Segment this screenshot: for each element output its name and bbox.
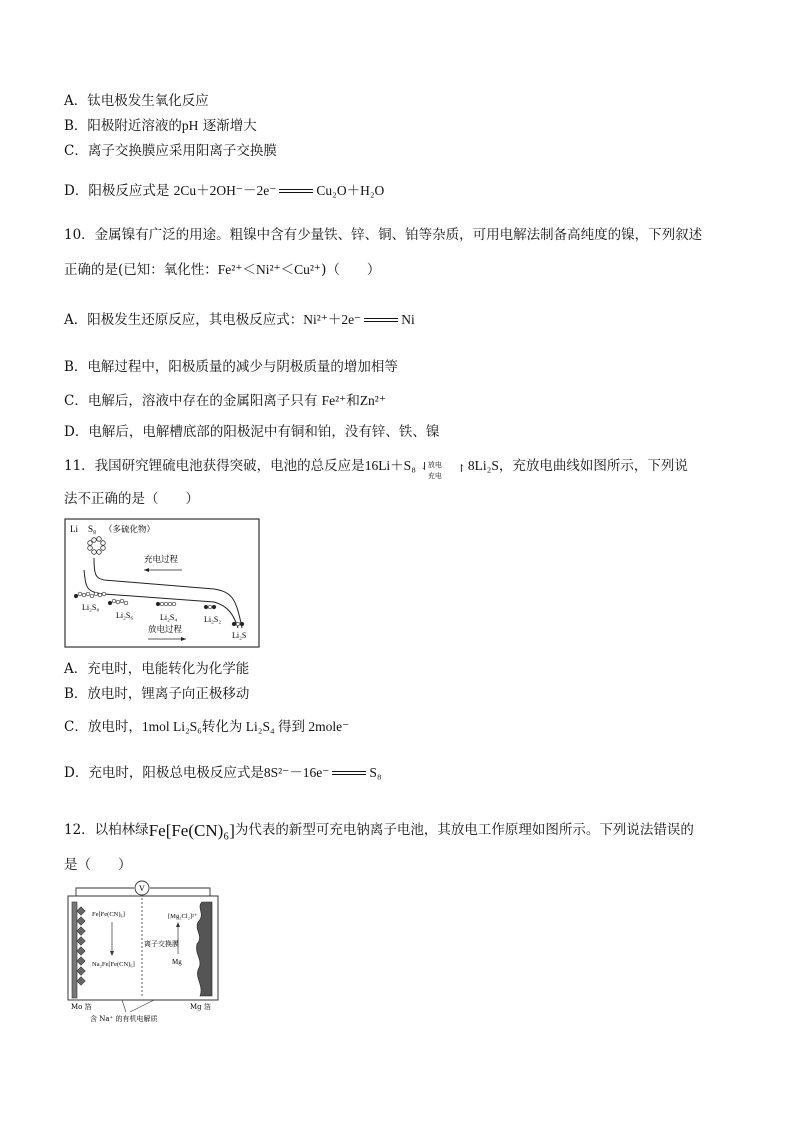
- q9-option-b-ph: pH: [181, 118, 199, 133]
- q9-option-d: [64, 182, 384, 200]
- q9-option-b-pre: B．阳极附近溶液的: [64, 118, 182, 134]
- q10-option-c: [64, 392, 386, 410]
- q11-stem-line2: 法不正确的是（ ）: [64, 491, 199, 507]
- q12-stem-formula: Fe[Fe(CN)₆]: [148, 821, 235, 840]
- q10-stem-line2: [64, 261, 380, 279]
- q10-stem-post: )（ ）: [321, 262, 381, 278]
- fig12-left-top: Fe[Fe(CN)₆]: [92, 911, 125, 918]
- q11-option-d-eq-rhs: S₈: [369, 765, 382, 780]
- fig12-right-foil: Mg 箔: [190, 1003, 211, 1011]
- fig11-species-s2: Li₂S₂: [204, 615, 222, 624]
- q11-option-c-pre: C．放电时，: [64, 719, 142, 735]
- q10-option-b: B．电解过程中，阳极质量的减少与阴极质量的增加相等: [64, 359, 398, 375]
- mo-foil-icon: [72, 902, 77, 998]
- fig12-right-bottom: Mg: [172, 958, 182, 966]
- q11-option-c-val: 1mol Li₂S₆转化为 Li₂S₄ 得到 2mole⁻: [141, 719, 350, 734]
- q12-stem-pre: 12．以柏林绿: [64, 822, 149, 838]
- fig11-species-s1: Li₂S: [232, 631, 247, 640]
- q11-option-d: [64, 764, 382, 782]
- fig11-discharge-label: 放电过程: [148, 625, 183, 635]
- q10-stem-ineq: Fe²⁺＜Ni²⁺＜Cu²⁺: [217, 262, 322, 277]
- q10-option-c-mid: 和: [346, 393, 360, 409]
- q10-stem-line1: 10．金属镍有广泛的用途。粗镍中含有少量铁、锌、铜、铂等杂质，可用电解法制备高纯度的镍，下列叙述: [64, 227, 703, 243]
- q9-option-c: C．离子交换膜应采用阳离子交换膜: [64, 143, 277, 159]
- q9-option-d-eq-lhs: 2Cu＋2OH⁻－2e⁻: [173, 183, 277, 198]
- arrow-bottom-label: 充电: [427, 471, 442, 480]
- q11-stem-rhs: 8Li₂S: [467, 458, 499, 473]
- reversible-arrow-icon: ⇃ 放电 充电 ↾: [416, 458, 468, 476]
- fig11-species-s4: Li₂S₄: [160, 613, 178, 622]
- fig11-species-s6: Li₂S₆: [116, 611, 134, 620]
- q11-stem-post: ，充放电曲线如图所示，下列说: [498, 458, 688, 474]
- sodium-ion-battery-diagram: [64, 878, 240, 1024]
- q12-stem-line2: 是（ ）: [64, 857, 132, 873]
- q9-option-a: A．钛电极发生氧化反应: [64, 93, 209, 109]
- q12-stem-post: 为代表的新型可充电钠离子电池，其放电工作原理如图所示。下列说法错误的: [234, 822, 694, 838]
- q10-option-c-fe: Fe²⁺: [321, 393, 347, 408]
- q11-option-d-eq-lhs: 8S²⁻－16e⁻: [263, 765, 330, 780]
- fig12-voltmeter: V: [139, 884, 145, 893]
- q9-option-d-pre: D．阳极反应式是: [64, 183, 174, 199]
- q10-stem-pre: 正确的是(已知：氧化性：: [64, 262, 218, 278]
- q11-option-d-pre: D．充电时，阳极总电极反应式是: [64, 765, 264, 781]
- equals-sign-icon: [329, 769, 369, 779]
- q12-stem-line1: [64, 821, 694, 840]
- q11-option-c: [64, 718, 349, 736]
- q10-option-a: [64, 311, 415, 329]
- fig12-left-foil: Mo 箔: [71, 1003, 92, 1011]
- fig12-left-bottom: Na₂Fe[Fe(CN)₆]: [92, 961, 135, 968]
- fig11-label-li: Li: [70, 524, 78, 534]
- q10-option-c-pre: C．电解后，溶液中存在的金属阳离子只有: [64, 393, 322, 409]
- q11-stem-lhs: 16Li＋S₈: [364, 458, 416, 473]
- q11-stem-line1: [64, 457, 688, 480]
- q11-stem-pre: 11．我国研究锂硫电池获得突破，电池的总反应是: [64, 458, 365, 474]
- q9-option-b: [64, 117, 257, 135]
- q10-option-a-eq-rhs: Ni: [401, 312, 415, 327]
- q9-option-d-eq-rhs: Cu₂O＋H₂O: [316, 183, 385, 198]
- fig12-membrane: 离子交换膜: [144, 940, 179, 948]
- q10-option-a-eq-lhs: Ni²⁺＋2e⁻: [303, 312, 362, 327]
- fig12-electrolyte: 含 Na⁺ 的有机电解质: [90, 1015, 158, 1023]
- q10-option-c-zn: Zn²⁺: [359, 393, 386, 408]
- q11-option-b: B．放电时，锂离子向正极移动: [64, 686, 250, 702]
- q10-option-d: D．电解后，电解槽底部的阳极泥中有铜和铂，没有锌、铁、镍: [64, 424, 440, 440]
- equals-sign-icon: [361, 316, 401, 326]
- q9-option-b-post: 逐渐增大: [198, 118, 257, 134]
- lithium-sulfur-diagram: [64, 518, 260, 648]
- fig11-charge-label: 充电过程: [144, 555, 179, 565]
- fig11-label-s8: S₈: [88, 524, 97, 534]
- fig12-right-top: [Mg₂Cl₂]²⁺: [168, 913, 198, 920]
- arrow-top-label: 放电: [427, 460, 442, 469]
- equals-sign-icon: [276, 187, 316, 197]
- fig11-species-s8: Li₂S₈: [82, 603, 100, 612]
- fig11-label-poly: （多硫化物）: [104, 525, 156, 535]
- q11-option-a: A．充电时，电能转化为化学能: [64, 661, 250, 677]
- q10-option-a-pre: A．阳极发生还原反应，其电极反应式：: [64, 312, 304, 328]
